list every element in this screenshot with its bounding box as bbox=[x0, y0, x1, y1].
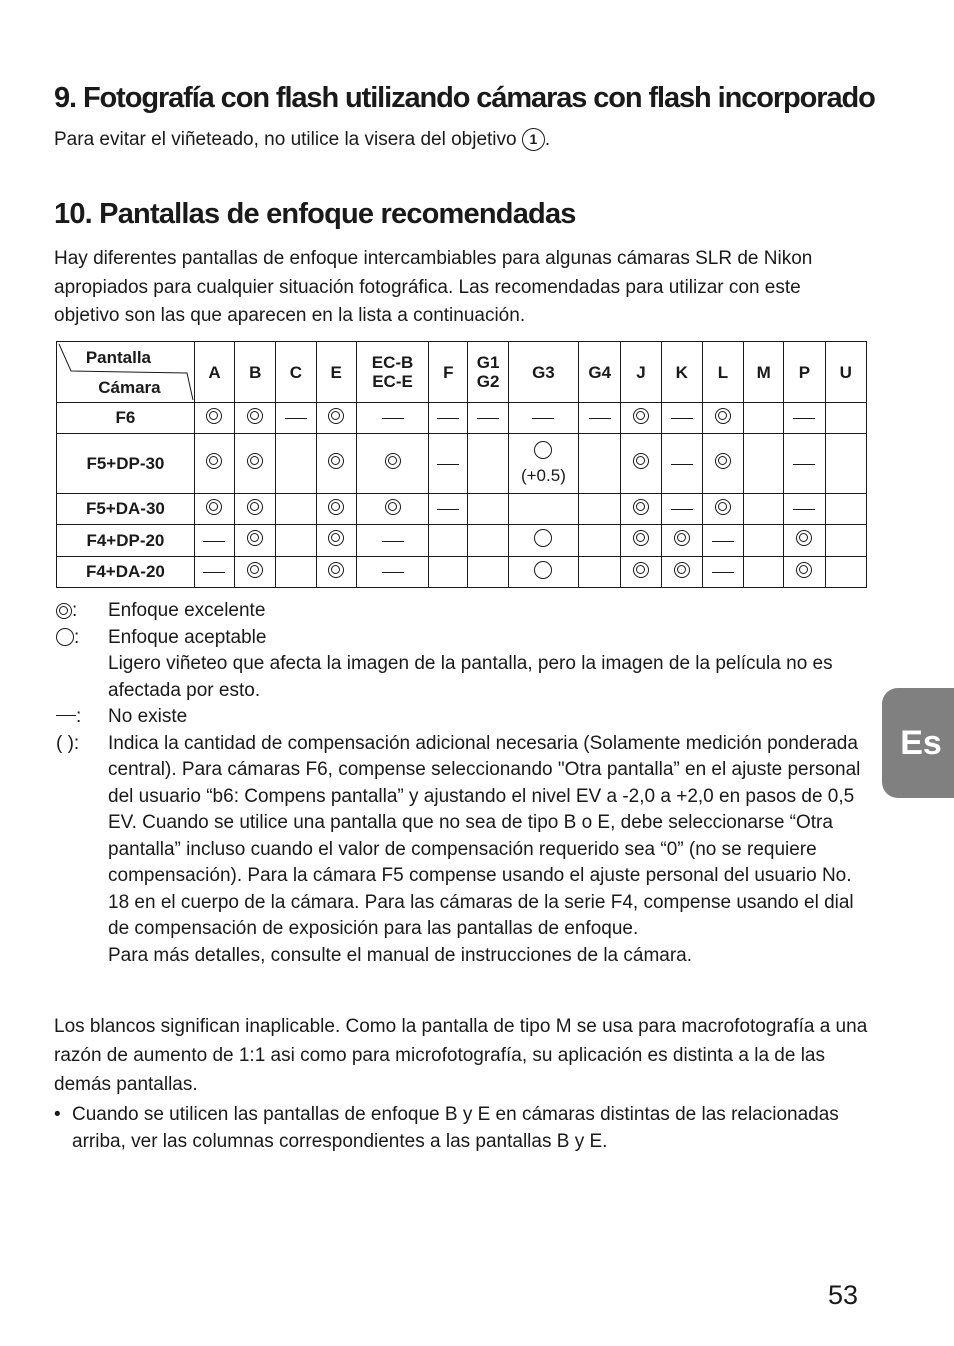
table-cell bbox=[825, 525, 866, 557]
dash-icon bbox=[589, 418, 611, 419]
circle-icon bbox=[534, 441, 552, 459]
table-cell bbox=[744, 525, 784, 557]
table-cell bbox=[316, 403, 356, 434]
table-cell bbox=[784, 494, 825, 525]
table-cell bbox=[316, 557, 356, 588]
table-cell bbox=[744, 434, 784, 494]
column-header-b: B bbox=[235, 342, 276, 403]
column-header-g3: G3 bbox=[508, 342, 578, 403]
table-cell bbox=[784, 557, 825, 588]
table-cell bbox=[194, 494, 234, 525]
table-cell bbox=[579, 494, 621, 525]
table-cell bbox=[235, 525, 276, 557]
double-circle-icon bbox=[633, 408, 649, 424]
compensation-note: (+0.5) bbox=[520, 466, 566, 485]
table-cell bbox=[468, 525, 508, 557]
table-cell bbox=[825, 494, 866, 525]
double-circle-icon bbox=[206, 499, 222, 515]
double-circle-icon bbox=[715, 499, 731, 515]
table-row bbox=[57, 525, 867, 557]
corner-label-screen: Pantalla bbox=[85, 348, 152, 367]
table-cell bbox=[276, 434, 316, 494]
legend-text-more-details: Para más detalles, consulte el manual de instrucciones de la cámara. bbox=[108, 944, 693, 966]
legend-text-none: No existe bbox=[108, 706, 188, 727]
section-9-text bbox=[54, 128, 550, 151]
circle-icon bbox=[534, 529, 552, 547]
camera-name: F6 bbox=[57, 403, 195, 434]
double-circle-icon bbox=[247, 408, 263, 424]
table-cell bbox=[661, 403, 702, 434]
legend-text-parentheses: Indica la cantidad de compensación adicional necesaria (Solamente medición ponderada central). Para cámaras F6, compense seleccionando "Otra pantalla” en el ajuste personal del usuario “b6: Compens pantalla” y ajustando el nivel EV a -2,0 a +2,0 en pasos de 0,5 EV. Cuando se utilice una pantalla que no sea de tipo B o E, debe seleccionarse “Otra pantalla” incluso cuando el valor de compensación requerido sea “0” (no se requiere compensación). Para la cámara F5 compense usando el ajuste personal del usuario No. 18 en el cuerpo de la cámara. Para las cámaras de la serie F4, compense usando el dial de compensación de exposición para las pantallas de enfoque. bbox=[108, 732, 861, 939]
dash-icon bbox=[437, 464, 459, 465]
legend-item-acceptable bbox=[56, 625, 868, 705]
table-cell bbox=[702, 525, 743, 557]
column-header-g4: G4 bbox=[579, 342, 621, 403]
dash-icon bbox=[671, 509, 693, 510]
dash-icon bbox=[285, 418, 307, 419]
table-cell bbox=[661, 525, 702, 557]
dash-icon bbox=[477, 418, 499, 419]
table-cell bbox=[661, 494, 702, 525]
double-circle-icon bbox=[674, 562, 690, 578]
table-cell bbox=[661, 557, 702, 588]
camera-name: F4+DA-20 bbox=[57, 557, 195, 588]
table-cell bbox=[356, 557, 428, 588]
table-cell bbox=[194, 557, 234, 588]
table-cell bbox=[316, 434, 356, 494]
column-header-j: J bbox=[621, 342, 661, 403]
circle-icon bbox=[56, 628, 74, 646]
section-10-intro: Hay diferentes pantallas de enfoque intercambiables para algunas cámaras SLR de Nikon apropiados para cualquier situación fotográfica. Las recomendadas para utilizar con este objetivo son las que aparecen en la lista a continuación. bbox=[54, 248, 813, 326]
column-header-g1-g2: G1 G2 bbox=[468, 342, 508, 403]
column-header-l: L bbox=[702, 342, 743, 403]
table-cell bbox=[702, 557, 743, 588]
dash-icon bbox=[203, 541, 225, 542]
legend-key-acceptable: : bbox=[56, 625, 108, 652]
legend-item-parentheses bbox=[56, 731, 868, 970]
table-cell bbox=[235, 403, 276, 434]
double-circle-icon bbox=[633, 453, 649, 469]
camera-name: F5+DP-30 bbox=[57, 434, 195, 494]
table-cell bbox=[579, 557, 621, 588]
table-cell bbox=[508, 525, 578, 557]
table-cell bbox=[468, 403, 508, 434]
table-row bbox=[57, 403, 867, 434]
double-circle-icon bbox=[328, 562, 344, 578]
dash-icon bbox=[437, 509, 459, 510]
table-cell bbox=[621, 494, 661, 525]
bullet-text: Cuando se utilicen las pantallas de enfoque B y E en cámaras distintas de las relacionadas arriba, ver las columnas correspondientes a las pantallas B y E. bbox=[72, 1104, 839, 1152]
legend-text-acceptable-note: Ligero viñeteo que afecta la imagen de la pantalla, pero la imagen de la película no es afectada por esto. bbox=[108, 653, 833, 701]
symbol-legend bbox=[56, 598, 868, 969]
legend-item-excellent bbox=[56, 598, 868, 625]
blank-cells-note: Los blancos significan inaplicable. Como la pantalla de tipo M se usa para macrofotografía a una razón de aumento de 1:1 asi como para microfotografía, su aplicación es distinta a la de las demás pantallas. bbox=[54, 1016, 868, 1095]
table-cell bbox=[825, 557, 866, 588]
double-circle-icon bbox=[633, 530, 649, 546]
table-cell bbox=[194, 434, 234, 494]
table-cell bbox=[508, 557, 578, 588]
column-header-e: E bbox=[316, 342, 356, 403]
legend-item-none bbox=[56, 704, 868, 731]
double-circle-icon bbox=[633, 499, 649, 515]
double-circle-icon bbox=[385, 453, 401, 469]
table-cell bbox=[508, 434, 578, 494]
double-circle-icon bbox=[796, 530, 812, 546]
table-body bbox=[57, 403, 867, 588]
table-row bbox=[57, 434, 867, 494]
legend-text-excellent: Enfoque excelente bbox=[108, 600, 266, 621]
column-header-u: U bbox=[825, 342, 866, 403]
table-cell bbox=[621, 557, 661, 588]
table-cell bbox=[276, 494, 316, 525]
column-header-c: C bbox=[276, 342, 316, 403]
double-circle-icon bbox=[247, 453, 263, 469]
dash-icon bbox=[382, 541, 404, 542]
dash-icon bbox=[793, 509, 815, 510]
section-9-heading: 9. Fotografía con flash utilizando cámaras con flash incorporado bbox=[54, 82, 875, 114]
table-cell bbox=[825, 434, 866, 494]
dash-icon bbox=[532, 418, 554, 419]
table-cell bbox=[276, 403, 316, 434]
table-cell bbox=[621, 403, 661, 434]
table-cell bbox=[468, 557, 508, 588]
table-cell bbox=[508, 494, 578, 525]
dash-icon bbox=[203, 572, 225, 573]
table-row bbox=[57, 494, 867, 525]
dash-icon bbox=[437, 418, 459, 419]
table-row bbox=[57, 557, 867, 588]
table-cell bbox=[316, 525, 356, 557]
dash-icon bbox=[712, 541, 734, 542]
double-circle-icon bbox=[385, 499, 401, 515]
table-cell bbox=[429, 525, 468, 557]
table-cell bbox=[235, 434, 276, 494]
table-header-row bbox=[57, 342, 867, 403]
double-circle-icon bbox=[328, 408, 344, 424]
column-header-k: K bbox=[661, 342, 702, 403]
camera-name: F5+DA-30 bbox=[57, 494, 195, 525]
table-cell bbox=[235, 557, 276, 588]
dash-icon bbox=[56, 715, 76, 716]
table-cell bbox=[356, 403, 428, 434]
legend-key-none: : bbox=[56, 704, 108, 731]
table-cell bbox=[194, 525, 234, 557]
page-number: 53 bbox=[828, 1280, 859, 1310]
table-cell bbox=[356, 525, 428, 557]
section-10-heading: 10. Pantallas de enfoque recomendadas bbox=[54, 198, 576, 230]
table-cell bbox=[579, 525, 621, 557]
focusing-screen-table bbox=[56, 341, 867, 588]
double-circle-icon bbox=[715, 408, 731, 424]
table-cell bbox=[579, 434, 621, 494]
table-cell bbox=[429, 434, 468, 494]
table-cell bbox=[276, 557, 316, 588]
table-cell bbox=[429, 494, 468, 525]
double-circle-icon bbox=[715, 453, 731, 469]
double-circle-icon bbox=[674, 530, 690, 546]
double-circle-icon bbox=[206, 408, 222, 424]
column-header-m: M bbox=[744, 342, 784, 403]
double-circle-icon bbox=[247, 530, 263, 546]
legend-text-acceptable: Enfoque aceptable bbox=[108, 626, 267, 648]
table-cell bbox=[579, 403, 621, 434]
table-cell bbox=[702, 403, 743, 434]
table-cell bbox=[276, 525, 316, 557]
table-cell bbox=[702, 494, 743, 525]
double-circle-icon bbox=[796, 562, 812, 578]
double-circle-icon bbox=[328, 499, 344, 515]
column-header-ec-b-ec-e: EC-B EC-E bbox=[356, 342, 428, 403]
dash-icon bbox=[793, 464, 815, 465]
column-header-p: P bbox=[784, 342, 825, 403]
double-circle-icon bbox=[247, 499, 263, 515]
table-cell bbox=[468, 434, 508, 494]
corner-label-camera: Cámara bbox=[98, 378, 161, 397]
table-cell bbox=[661, 434, 702, 494]
section-9-sentence: Para evitar el viñeteado, no utilice la visera del objetivo bbox=[54, 129, 517, 150]
camera-name: F4+DP-20 bbox=[57, 525, 195, 557]
double-circle-icon bbox=[633, 562, 649, 578]
bullet-icon: • bbox=[54, 1104, 61, 1125]
table-cell bbox=[702, 434, 743, 494]
column-header-f: F bbox=[429, 342, 468, 403]
legend-key-excellent: : bbox=[56, 598, 108, 625]
language-tab-es: Es bbox=[882, 688, 954, 798]
double-circle-icon bbox=[206, 453, 222, 469]
table-cell bbox=[429, 403, 468, 434]
table-cell bbox=[744, 557, 784, 588]
table-cell bbox=[744, 494, 784, 525]
bullet-note bbox=[54, 1101, 869, 1155]
table-cell bbox=[194, 403, 234, 434]
double-circle-icon bbox=[328, 453, 344, 469]
table-cell bbox=[235, 494, 276, 525]
double-circle-icon bbox=[56, 603, 72, 619]
table-cell bbox=[621, 434, 661, 494]
table-cell bbox=[316, 494, 356, 525]
table-cell bbox=[744, 403, 784, 434]
table-cell bbox=[468, 494, 508, 525]
dash-icon bbox=[671, 418, 693, 419]
table-cell bbox=[784, 434, 825, 494]
legend-key-parentheses: ( ): bbox=[56, 732, 80, 754]
table-cell bbox=[784, 525, 825, 557]
double-circle-icon bbox=[328, 530, 344, 546]
circled-number-1: 1 bbox=[522, 128, 545, 151]
dash-icon bbox=[793, 418, 815, 419]
table-corner-header bbox=[57, 342, 195, 403]
dash-icon bbox=[382, 572, 404, 573]
table-cell bbox=[356, 434, 428, 494]
dash-icon bbox=[671, 464, 693, 465]
table-cell bbox=[784, 403, 825, 434]
double-circle-icon bbox=[247, 562, 263, 578]
table-cell bbox=[429, 557, 468, 588]
table-cell bbox=[825, 403, 866, 434]
table-cell bbox=[621, 525, 661, 557]
section-9-period: . bbox=[544, 129, 551, 150]
circle-icon bbox=[534, 561, 552, 579]
column-header-a: A bbox=[194, 342, 234, 403]
table-cell bbox=[356, 494, 428, 525]
dash-icon bbox=[382, 418, 404, 419]
dash-icon bbox=[712, 572, 734, 573]
table-cell bbox=[508, 403, 578, 434]
